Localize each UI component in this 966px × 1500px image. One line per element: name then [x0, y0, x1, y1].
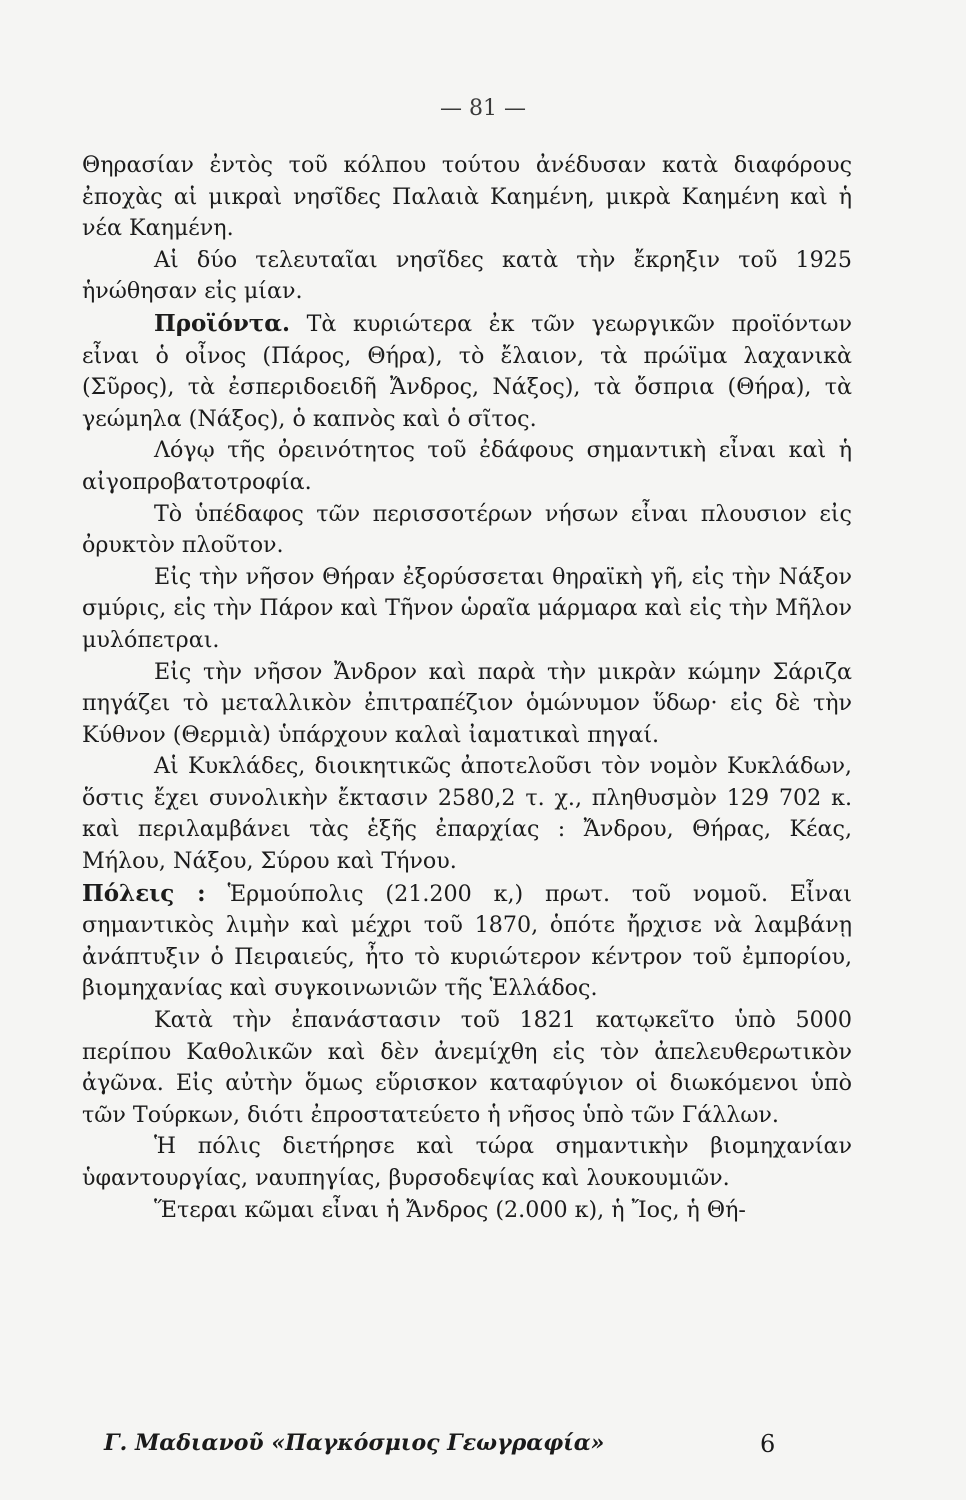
paragraph-11-text: Ἡ πόλις διετήρησε καὶ τώρα σημαντικὴν βιομηχανίαν ὑφαντουργίας, ναυπηγίας, βυρσοδεψίας καὶ λουκουμιῶν. — [82, 1133, 852, 1191]
paragraph-6 — [82, 562, 852, 657]
paragraph-11 — [82, 1131, 852, 1194]
cities-heading: Πόλεις : — [82, 879, 206, 907]
paragraph-9 — [82, 878, 852, 1005]
paragraph-10-text: Κατὰ τὴν ἐπανάστασιν τοῦ 1821 κατῳκεῖτο ὑπὸ 5000 περίπου Καθολικῶν καὶ δὲν ἀνεμίχθη εἰς τὸν ἀπελευθερωτικὸν ἀγῶνα. Εἰς αὐτὴν ὅμως εὕρισκον καταφύγιον οἱ διωκόμενοι ὑπὸ τῶν Τούρκων, διότι ἐπροστατεύετο ἡ νῆσος ὑπὸ τῶν Γάλλων. — [82, 1007, 852, 1128]
paragraph-3-text: Τὰ κυριώτερα ἐκ τῶν γεωργικῶν προϊόντων εἶναι ὁ οἶνος (Πάρος, Θήρα), τὸ ἔλαιον, τὰ πρώϊμα λαχανικὰ (Σῦρος), τὰ ἐσπεριδοειδῆ Ἄνδρος, Νάξος), τὰ ὄσπρια (Θήρα), τὰ γεώμηλα (Νάξος), ὁ καπνὸς καὶ ὁ σῖτος. — [82, 310, 852, 432]
paragraph-9-text: Ἑρμούπολις (21.200 κ,) πρωτ. τοῦ νομοῦ. Εἶναι σημαντικὸς λιμὴν καὶ μέχρι τοῦ 1870, ὁπότε ἤρχισε νὰ λαμβάνῃ ἀνάπτυξιν ὁ Πειραιεύς, ἦτο τὸ κυριώτερον κέντρον τοῦ ἐμπορίου, βιομηχανίας καὶ συγκοινωνιῶν τῆς Ἑλλάδος. — [82, 880, 852, 1002]
paragraph-2 — [82, 245, 852, 308]
paragraph-7 — [82, 657, 852, 752]
signature-mark: 6 — [760, 1430, 776, 1458]
paragraph-5 — [82, 499, 852, 562]
paragraph-10 — [82, 1005, 852, 1131]
paragraph-4-text: Λόγῳ τῆς ὀρεινότητος τοῦ ἐδάφους σημαντικὴ εἶναι καὶ ἡ αἰγοπροβατοτροφία. — [82, 437, 852, 495]
paragraph-1 — [82, 150, 852, 245]
paragraph-6-text: Εἰς τὴν νῆσον Θήραν ἐξορύσσεται θηραϊκὴ γῆ, εἰς τὴν Νάξον σμύρις, εἰς τὴν Πάρον καὶ Τῆνον ὡραῖα μάρμαρα καὶ εἰς τὴν Μῆλον μυλόπετραι. — [82, 563, 852, 653]
page-number: — 81 — — [440, 96, 526, 121]
body-text — [82, 150, 852, 1226]
paragraph-12-text: Ἕτεραι κῶμαι εἶναι ἡ Ἄνδρος (2.000 κ), ἡ Ἴος, ἡ Θή- — [154, 1196, 746, 1223]
paragraph-4 — [82, 435, 852, 498]
paragraph-8-text: Αἱ Κυκλάδες, διοικητικῶς ἀποτελοῦσι τὸν νομὸν Κυκλάδων, ὅστις ἔχει συνολικὴν ἔκτασιν 2580,2 τ. χ., πληθυσμὸν 129 702 κ. καὶ περιλαμβάνει τὰς ἑξῆς ἐπαρχίας : Ἄνδρου, Θήρας, Κέας, Μήλου, Νάξου, Σύρου καὶ Τήνου. — [82, 753, 852, 875]
paragraph-3 — [82, 308, 852, 435]
products-heading: Προϊόντα. — [154, 309, 290, 337]
paragraph-1-text: Θηρασίαν ἐντὸς τοῦ κόλπου τούτου ἀνέδυσαν κατὰ διαφόρους ἐποχὰς αἱ μικραὶ νησῖδες Παλαιὰ Καημένη, μικρὰ Καημένη καὶ ἡ νέα Καημένη. — [82, 152, 852, 242]
paragraph-8 — [82, 751, 852, 877]
paragraph-5-text: Τὸ ὑπέδαφος τῶν περισσοτέρων νήσων εἶναι πλουσιον εἰς ὀρυκτὸν πλοῦτον. — [82, 500, 852, 559]
paragraph-2-text: Αἱ δύο τελευταῖαι νησῖδες κατὰ τὴν ἔκρηξιν τοῦ 1925 ἡνώθησαν εἰς μίαν. — [82, 246, 852, 305]
paragraph-7-text: Εἰς τὴν νῆσον Ἄνδρον καὶ παρὰ τὴν μικρὰν κώμην Σάριζα πηγάζει τὸ μεταλλικὸν ἐπιτραπέζιον ὁμώνυμον ὕδωρ· εἰς δὲ τὴν Κύθνον (Θερμιὰ) ὑπάρχουν καλαὶ ἰαματικαὶ πηγαί. — [82, 658, 852, 748]
book-footer: Γ. Μαδιανοῦ «Παγκόσμιος Γεωγραφία» — [104, 1430, 605, 1456]
paragraph-12 — [82, 1195, 852, 1227]
